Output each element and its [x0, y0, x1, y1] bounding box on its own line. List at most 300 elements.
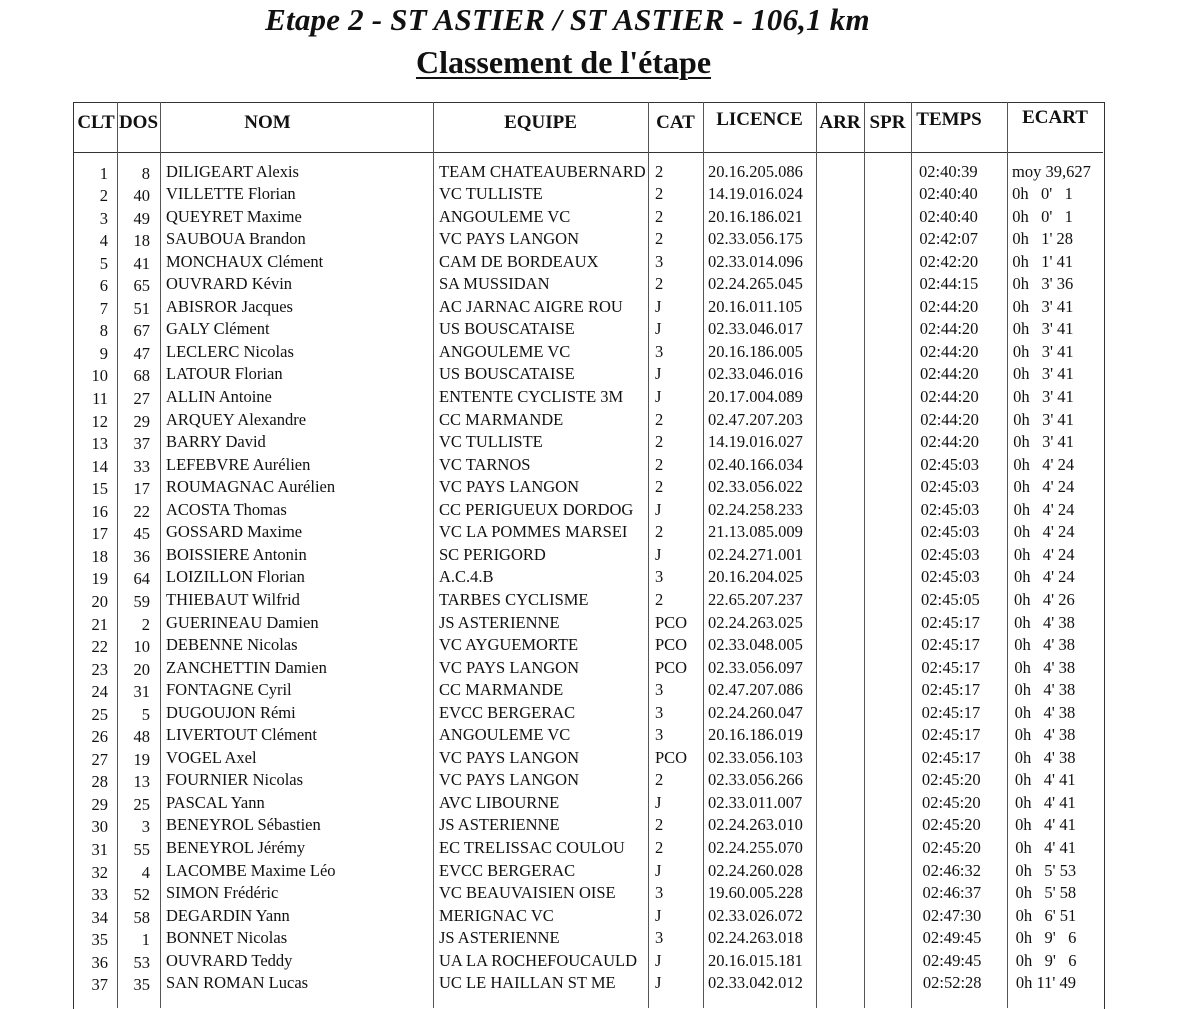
cell-licence: 02.33.011.007: [708, 792, 803, 812]
cell-cat: J: [655, 499, 662, 519]
cell-dos: 67: [133, 321, 150, 341]
cell-dos: 4: [141, 862, 150, 882]
cell-dos: 37: [133, 434, 150, 454]
cell-dos: 36: [133, 546, 150, 566]
cell-cat: 3: [655, 567, 664, 587]
cell-nom: ABISROR Jacques: [166, 296, 293, 316]
cell-licence: 02.33.046.017: [708, 319, 803, 339]
header-ecart: ECART: [1022, 107, 1088, 128]
cell-dos: 35: [133, 975, 150, 995]
cell-nom: GUERINEAU Damien: [166, 612, 319, 632]
header-temps: TEMPS: [916, 109, 982, 130]
cell-temps: 02:47:30: [922, 905, 982, 925]
cell-ecart: 0h 4' 38: [1014, 680, 1076, 700]
cell-equipe: VC PAYS LANGON: [439, 770, 579, 790]
cell-cat: PCO: [655, 657, 688, 677]
cell-dos: 17: [133, 479, 150, 499]
column-divider: [816, 102, 817, 1008]
cell-equipe: VC PAYS LANGON: [439, 657, 579, 677]
cell-equipe: CAM DE BORDEAUX: [439, 251, 599, 271]
cell-clt: 2: [99, 186, 108, 206]
cell-nom: BOISSIERE Antonin: [166, 544, 307, 564]
cell-nom: PASCAL Yann: [166, 792, 265, 812]
cell-temps: 02:45:17: [921, 635, 980, 655]
cell-dos: 2: [141, 614, 150, 634]
cell-nom: LACOMBE Maxime Léo: [166, 860, 336, 880]
cell-ecart: 0h 3' 41: [1012, 319, 1074, 339]
column-divider: [160, 102, 161, 1008]
cell-temps: 02:49:45: [922, 928, 982, 948]
cell-clt: 21: [91, 614, 108, 634]
cell-dos: 51: [133, 298, 150, 318]
cell-licence: 02.33.056.097: [708, 657, 803, 677]
cell-clt: 26: [91, 727, 108, 747]
cell-ecart: 0h 4' 26: [1014, 589, 1075, 609]
cell-equipe: UC LE HAILLAN ST ME: [439, 973, 616, 993]
cell-ecart: 0h 5' 53: [1015, 860, 1077, 880]
cell-dos: 68: [133, 366, 150, 386]
cell-clt: 30: [91, 817, 108, 837]
cell-ecart: 0h 3' 41: [1012, 364, 1074, 384]
cell-ecart: 0h 4' 38: [1014, 725, 1076, 745]
cell-cat: 3: [655, 341, 664, 361]
header-arr: ARR: [819, 112, 861, 133]
cell-ecart: 0h 4' 41: [1014, 770, 1076, 790]
cell-licence: 20.16.011.105: [708, 296, 803, 316]
cell-temps: 02:44:20: [919, 319, 979, 339]
cell-clt: 10: [91, 366, 108, 386]
cell-clt: 14: [91, 456, 108, 476]
cell-dos: 47: [133, 343, 150, 363]
cell-temps: 02:45:17: [921, 612, 980, 632]
cell-dos: 1: [141, 930, 150, 950]
cell-clt: 25: [91, 704, 108, 724]
header-clt: CLT: [77, 112, 115, 133]
cell-dos: 22: [133, 501, 150, 521]
cell-licence: 02.24.263.018: [708, 928, 803, 948]
cell-licence: 20.16.186.021: [708, 206, 803, 226]
cell-nom: OUVRARD Kévin: [166, 274, 293, 294]
cell-temps: 02:45:17: [921, 702, 981, 722]
header-cat: CAT: [656, 112, 695, 133]
column-divider: [911, 102, 912, 1008]
cell-nom: ALLIN Antoine: [166, 387, 272, 406]
cell-equipe: EVCC BERGERAC: [439, 702, 576, 722]
cell-cat: J: [655, 544, 662, 564]
cell-ecart: 0h 4' 24: [1013, 522, 1075, 542]
cell-ecart: 0h 4' 24: [1013, 477, 1075, 497]
cell-nom: LOIZILLON Florian: [166, 567, 305, 587]
cell-equipe: JS ASTERIENNE: [439, 815, 560, 835]
cell-cat: 2: [655, 454, 664, 474]
cell-licence: 02.24.263.025: [708, 612, 803, 632]
cell-clt: 18: [91, 546, 108, 566]
cell-nom: DILIGEART Alexis: [166, 161, 299, 181]
cell-temps: 02:44:20: [919, 341, 979, 361]
cell-nom: GOSSARD Maxime: [166, 522, 303, 542]
cell-equipe: SA MUSSIDAN: [439, 274, 550, 294]
cell-clt: 23: [91, 659, 108, 679]
cell-nom: DEGARDIN Yann: [166, 905, 290, 925]
header-divider: [73, 152, 1103, 153]
cell-nom: SIMON Frédéric: [166, 883, 279, 903]
cell-cat: 2: [655, 409, 664, 429]
cell-clt: 29: [91, 794, 108, 814]
cell-nom: SAUBOUA Brandon: [166, 229, 306, 249]
cell-equipe: A.C.4.B: [439, 567, 494, 587]
cell-licence: 14.19.016.024: [708, 184, 803, 204]
cell-clt: 22: [91, 637, 108, 657]
cell-equipe: CC MARMANDE: [439, 409, 564, 429]
cell-dos: 40: [133, 186, 150, 206]
cell-dos: 19: [133, 749, 150, 769]
cell-equipe: VC PAYS LANGON: [439, 477, 579, 497]
cell-temps: 02:45:17: [921, 680, 981, 700]
cell-dos: 53: [133, 952, 150, 972]
cell-ecart: 0h 5' 58: [1015, 883, 1077, 903]
cell-clt: 7: [99, 298, 108, 318]
cell-cat: J: [655, 792, 662, 812]
cell-ecart: 0h 4' 24: [1013, 499, 1075, 519]
cell-ecart: 0h 1' 41: [1012, 251, 1074, 271]
cell-cat: J: [655, 973, 662, 993]
cell-clt: 27: [91, 749, 108, 769]
cell-equipe: ANGOULEME VC: [439, 725, 571, 745]
cell-clt: 9: [99, 343, 108, 363]
cell-clt: 33: [91, 885, 108, 905]
cell-clt: 1: [99, 163, 108, 183]
cell-equipe: US BOUSCATAISE: [439, 319, 575, 339]
cell-temps: 02:42:20: [919, 251, 979, 271]
cell-temps: 02:45:17: [921, 657, 981, 677]
cell-licence: 21.13.085.009: [708, 522, 803, 542]
cell-nom: GALY Clément: [166, 319, 270, 339]
cell-dos: 18: [133, 231, 150, 251]
cell-temps: 02:45:20: [922, 815, 981, 835]
cell-nom: ACOSTA Thomas: [166, 499, 287, 519]
cell-equipe: VC TARNOS: [439, 454, 531, 474]
cell-equipe: UA LA ROCHEFOUCAULD: [439, 950, 638, 970]
cell-temps: 02:46:37: [922, 883, 982, 903]
column-divider: [433, 102, 434, 1008]
cell-cat: 2: [655, 432, 664, 452]
cell-clt: 11: [92, 389, 108, 408]
cell-licence: 02.24.263.010: [708, 815, 803, 835]
cell-cat: 2: [655, 589, 664, 609]
cell-dos: 31: [133, 682, 150, 702]
cell-licence: 02.33.056.175: [708, 229, 803, 249]
cell-ecart: 0h 4' 38: [1014, 747, 1076, 767]
cell-temps: 02:45:20: [921, 770, 981, 790]
cell-nom: VOGEL Axel: [166, 747, 257, 767]
cell-dos: 3: [141, 817, 150, 837]
cell-equipe: VC PAYS LANGON: [439, 747, 579, 767]
cell-nom: LEFEBVRE Aurélien: [166, 454, 311, 474]
cell-nom: SAN ROMAN Lucas: [166, 973, 309, 993]
cell-temps: 02:40:40: [919, 206, 978, 226]
cell-temps: 02:45:17: [921, 747, 981, 767]
cell-ecart: 0h 3' 41: [1013, 387, 1074, 406]
cell-nom: LIVERTOUT Clément: [166, 725, 318, 745]
cell-equipe: AC JARNAC AIGRE ROU: [439, 296, 623, 316]
cell-dos: 52: [133, 885, 150, 905]
cell-temps: 02:45:03: [920, 544, 980, 564]
cell-cat: J: [655, 905, 662, 925]
cell-equipe: VC TULLISTE: [439, 184, 543, 204]
cell-licence: 02.33.056.022: [708, 477, 803, 497]
cell-equipe: US BOUSCATAISE: [439, 364, 575, 384]
cell-ecart: 0h 4' 41: [1015, 815, 1076, 835]
cell-licence: 02.24.258.233: [708, 499, 803, 519]
cell-ecart: 0h 4' 24: [1013, 454, 1075, 474]
cell-dos: 64: [133, 569, 150, 589]
cell-equipe: SC PERIGORD: [439, 544, 546, 564]
cell-dos: 58: [133, 907, 150, 927]
cell-nom: VILLETTE Florian: [166, 184, 296, 204]
cell-equipe: JS ASTERIENNE: [439, 612, 560, 632]
cell-licence: 02.24.260.028: [708, 860, 803, 880]
cell-cat: 2: [655, 229, 664, 249]
cell-temps: 02:45:03: [920, 499, 980, 519]
cell-temps: 02:45:20: [922, 792, 981, 812]
cell-licence: 02.33.042.012: [708, 973, 803, 993]
cell-licence: 02.24.260.047: [708, 702, 803, 722]
cell-equipe: JS ASTERIENNE: [439, 928, 560, 948]
cell-nom: BENEYROL Sébastien: [166, 815, 321, 835]
cell-licence: 20.16.186.005: [708, 341, 803, 361]
column-divider: [703, 102, 704, 1008]
cell-licence: 02.33.056.266: [708, 770, 803, 790]
cell-licence: 20.17.004.089: [708, 387, 803, 406]
cell-ecart: 0h 0' 1: [1012, 184, 1073, 204]
cell-cat: 3: [655, 251, 664, 271]
cell-equipe: CC PERIGUEUX DORDOG: [439, 499, 634, 519]
cell-nom: ZANCHETTIN Damien: [166, 657, 327, 677]
cell-temps: 02:44:20: [919, 364, 979, 384]
cell-nom: DEBENNE Nicolas: [166, 635, 298, 655]
cell-equipe: MERIGNAC VC: [439, 905, 554, 925]
cell-nom: OUVRARD Teddy: [166, 950, 293, 970]
column-divider: [1007, 102, 1008, 1008]
cell-cat: 2: [655, 161, 664, 181]
cell-ecart: 0h 3' 36: [1012, 274, 1074, 294]
cell-clt: 12: [91, 411, 108, 431]
cell-dos: 25: [133, 794, 150, 814]
cell-licence: 02.33.026.072: [708, 905, 803, 925]
cell-cat: 3: [655, 725, 664, 745]
cell-ecart: 0h 6' 51: [1015, 905, 1077, 925]
cell-temps: 02:40:39: [919, 161, 978, 181]
cell-clt: 34: [91, 907, 108, 927]
cell-cat: 2: [655, 838, 664, 857]
cell-cat: J: [655, 319, 662, 339]
cell-licence: 02.24.265.045: [708, 274, 803, 294]
cell-clt: 37: [91, 975, 108, 995]
cell-cat: 2: [655, 184, 664, 204]
cell-clt: 3: [99, 208, 108, 228]
cell-clt: 17: [91, 524, 108, 544]
column-divider: [864, 102, 865, 1008]
cell-dos: 59: [133, 591, 150, 611]
cell-dos: 27: [133, 389, 150, 408]
cell-licence: 02.33.014.096: [708, 251, 803, 271]
cell-nom: ARQUEY Alexandre: [166, 409, 307, 429]
cell-licence: 02.40.166.034: [708, 454, 803, 474]
cell-ecart: 0h 4' 38: [1014, 702, 1076, 722]
cell-clt: 4: [99, 231, 108, 251]
cell-dos: 55: [133, 840, 150, 859]
cell-cat: 2: [655, 477, 664, 497]
cell-licence: 02.47.207.086: [708, 680, 803, 700]
cell-temps: 02:52:28: [922, 973, 982, 993]
cell-dos: 29: [133, 411, 150, 431]
cell-licence: 02.24.271.001: [708, 544, 803, 564]
cell-clt: 16: [91, 501, 108, 521]
cell-clt: 32: [91, 862, 108, 882]
cell-ecart: moy 39,627: [1012, 161, 1091, 181]
cell-temps: 02:46:32: [922, 860, 982, 880]
cell-temps: 02:40:40: [919, 184, 978, 204]
cell-nom: BARRY David: [166, 432, 266, 452]
cell-ecart: 0h 4' 38: [1014, 635, 1075, 655]
cell-temps: 02:44:20: [920, 387, 979, 406]
cell-ecart: 0h 4' 41: [1015, 792, 1076, 812]
cell-licence: 20.16.186.019: [708, 725, 803, 745]
cell-temps: 02:45:17: [921, 725, 981, 745]
header-spr: SPR: [869, 112, 906, 133]
cell-cat: PCO: [655, 635, 688, 655]
cell-temps: 02:45:03: [920, 567, 980, 587]
cell-temps: 02:45:03: [920, 477, 980, 497]
cell-temps: 02:45:03: [920, 522, 980, 542]
cell-nom: LECLERC Nicolas: [166, 341, 294, 361]
cell-dos: 13: [133, 772, 150, 792]
cell-clt: 5: [99, 253, 108, 273]
cell-equipe: TARBES CYCLISME: [439, 589, 589, 609]
cell-ecart: 0h 3' 41: [1013, 432, 1075, 452]
cell-dos: 45: [133, 524, 150, 544]
cell-licence: 02.24.255.070: [708, 838, 803, 857]
cell-equipe: CC MARMANDE: [439, 680, 564, 700]
cell-temps: 02:44:20: [920, 409, 979, 429]
cell-cat: PCO: [655, 612, 688, 632]
cell-equipe: ANGOULEME VC: [439, 341, 571, 361]
cell-ecart: 0h 3' 41: [1012, 296, 1074, 316]
cell-nom: QUEYRET Maxime: [166, 206, 302, 226]
cell-cat: 2: [655, 522, 664, 542]
cell-cat: PCO: [655, 747, 688, 767]
cell-ecart: 0h 3' 41: [1012, 341, 1074, 361]
cell-dos: 48: [133, 727, 150, 747]
cell-licence: 02.33.046.016: [708, 364, 803, 384]
cell-cat: 2: [655, 206, 664, 226]
cell-dos: 49: [133, 208, 150, 228]
cell-cat: 3: [655, 702, 664, 722]
cell-cat: 2: [655, 815, 664, 835]
cell-equipe: VC PAYS LANGON: [439, 229, 579, 249]
cell-clt: 19: [91, 569, 108, 589]
cell-licence: 19.60.005.228: [708, 883, 803, 903]
cell-nom: MONCHAUX Clément: [166, 251, 324, 271]
cell-cat: J: [655, 296, 662, 316]
cell-licence: 02.33.048.005: [708, 635, 803, 655]
cell-clt: 20: [91, 591, 108, 611]
cell-temps: 02:44:20: [920, 432, 979, 452]
cell-licence: 20.16.204.025: [708, 567, 803, 587]
cell-cat: 2: [655, 770, 664, 790]
cell-nom: DUGOUJON Rémi: [166, 702, 296, 722]
cell-clt: 15: [91, 479, 108, 499]
cell-licence: 02.47.207.203: [708, 409, 803, 429]
cell-licence: 20.16.015.181: [708, 950, 803, 970]
cell-ecart: 0h 4' 38: [1014, 657, 1076, 677]
cell-ecart: 0h 4' 41: [1015, 838, 1076, 857]
cell-equipe: AVC LIBOURNE: [439, 792, 560, 812]
cell-temps: 02:49:45: [922, 950, 982, 970]
cell-equipe: VC BEAUVAISIEN OISE: [439, 883, 616, 903]
cell-temps: 02:44:15: [919, 274, 979, 294]
cell-nom: LATOUR Florian: [166, 364, 283, 384]
cell-cat: J: [655, 364, 662, 384]
stage-title: Etape 2 - ST ASTIER / ST ASTIER - 106,1 km: [265, 2, 870, 37]
cell-nom: FONTAGNE Cyril: [166, 680, 292, 700]
cell-ecart: 0h 9' 6: [1015, 950, 1077, 970]
cell-licence: 20.16.205.086: [708, 161, 803, 181]
cell-clt: 13: [91, 434, 108, 454]
cell-ecart: 0h 4' 24: [1013, 567, 1075, 587]
header-nom: NOM: [244, 112, 291, 133]
cell-cat: J: [655, 387, 662, 406]
classement-title: Classement de l'étape: [415, 44, 712, 80]
cell-equipe: TEAM CHATEAUBERNARD: [439, 161, 646, 181]
cell-temps: 02:44:20: [919, 296, 979, 316]
cell-clt: 24: [91, 682, 108, 702]
cell-temps: 02:42:07: [919, 229, 978, 249]
cell-equipe: VC TULLISTE: [439, 432, 543, 452]
cell-cat: J: [655, 860, 662, 880]
cell-cat: 2: [655, 274, 664, 294]
cell-dos: 5: [141, 704, 150, 724]
cell-clt: 8: [99, 321, 108, 341]
cell-ecart: 0h 1' 28: [1012, 229, 1074, 249]
cell-nom: BENEYROL Jérémy: [166, 838, 306, 857]
cell-clt: 6: [99, 276, 108, 296]
header-dos: DOS: [118, 112, 159, 133]
cell-equipe: VC AYGUEMORTE: [439, 635, 579, 655]
cell-cat: J: [655, 950, 662, 970]
cell-licence: 22.65.207.237: [708, 589, 803, 609]
cell-nom: ROUMAGNAC Aurélien: [166, 477, 336, 497]
cell-equipe: EVCC BERGERAC: [439, 860, 576, 880]
header-licence: LICENCE: [716, 109, 803, 130]
cell-dos: 33: [133, 456, 150, 476]
cell-ecart: 0h 4' 24: [1013, 544, 1075, 564]
cell-cat: 3: [655, 928, 664, 948]
cell-cat: 3: [655, 680, 664, 700]
cell-clt: 31: [91, 840, 108, 859]
cell-equipe: VC LA POMMES MARSEI: [439, 522, 628, 542]
cell-ecart: 0h 4' 38: [1014, 612, 1075, 632]
cell-ecart: 0h 0' 1: [1012, 206, 1073, 226]
cell-dos: 65: [133, 276, 150, 296]
cell-cat: 3: [655, 883, 664, 903]
cell-dos: 10: [133, 637, 150, 657]
cell-licence: 14.19.016.027: [708, 432, 803, 452]
cell-dos: 8: [141, 163, 150, 183]
cell-clt: 28: [91, 772, 108, 792]
cell-ecart: 0h 9' 6: [1015, 928, 1077, 948]
cell-temps: 02:45:20: [922, 838, 981, 857]
